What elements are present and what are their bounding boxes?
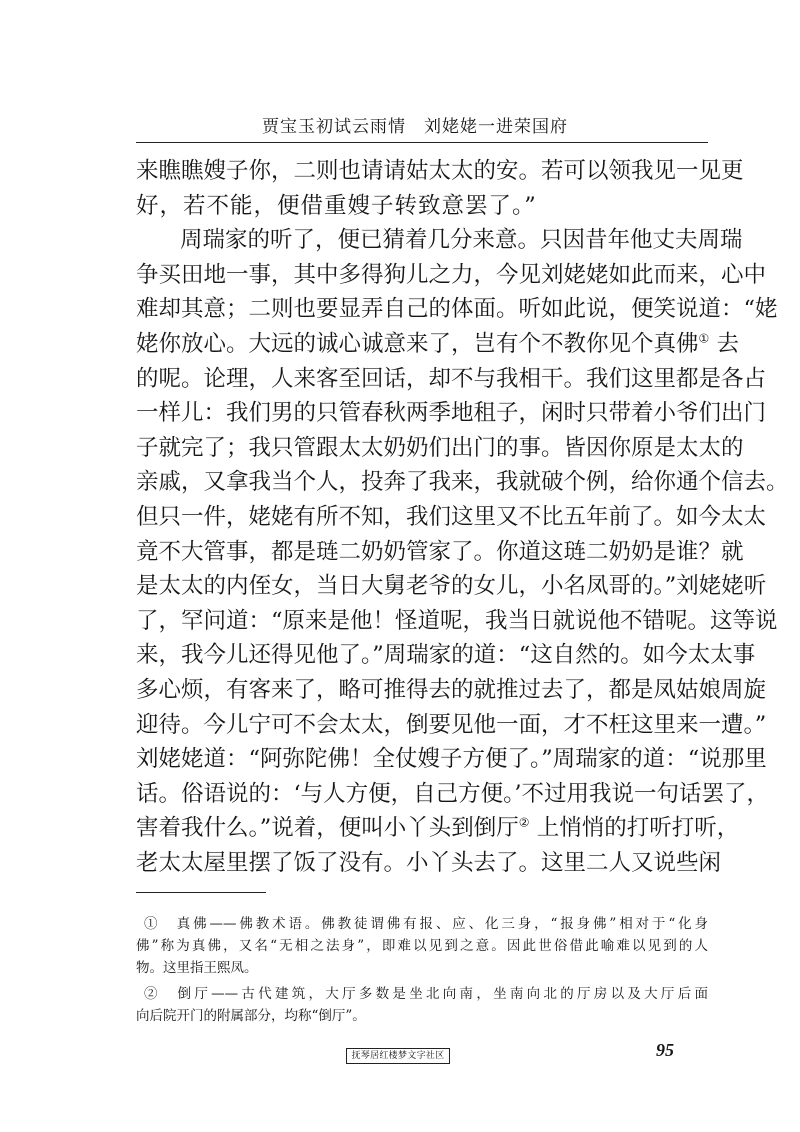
footnote-line: 向后院开门的附属部分，均称“倒厅”。: [136, 1008, 366, 1024]
footnote-1: [136, 913, 708, 979]
body-line: 子就完了；我只管跟太太奶奶们出门的事。皆因你原是太太的: [136, 434, 744, 461]
body-line: 一样儿：我们男的只管春秋两季地租子，闲时只带着小爷们出门: [136, 400, 767, 427]
footnote-2: [136, 983, 708, 1027]
body-line: 的呢。论理，人来客至回话，却不与我相干。我们这里都是各占: [136, 365, 767, 392]
body-line: 但只一件，姥姥有所不知，我们这里又不比五年前了。如今太太: [136, 503, 767, 530]
footnote-marker[interactable]: ①: [698, 331, 710, 346]
footnotes: [136, 913, 708, 1027]
body-line: 了，罕问道：“原来是他！怪道呢，我当日就说他不错呢。这等说: [136, 607, 778, 634]
body-line: 迎待。今儿宁可不会太太，倒要见他一面，才不枉这里来一遭。”: [136, 711, 767, 738]
body-line-segment: 害着我什么。”说着，便叫小丫头到倒厅: [136, 815, 519, 842]
footnote-line: 物。这里指王熙凤。: [136, 960, 258, 976]
body-line: 竟不大管事，都是琏二奶奶管家了。你道这琏二奶奶是谁？就: [136, 538, 744, 565]
body-line: 难却其意；二则也要显弄自己的体面。听如此说，便笑说道：“姥: [136, 296, 778, 323]
body-line-segment: 去: [716, 330, 739, 357]
watermark-stamp: 抚琴居红楼梦文字社区: [346, 1048, 450, 1064]
body-line: 是太太的内侄女，当日大舅老爷的女儿，小名凤哥的。”刘姥姥听: [136, 573, 767, 600]
body-line: 话。俗语说的：‘与人方便，自己方便。’不过用我说一句话罢了，: [136, 780, 770, 807]
body-line: 争买田地一事，其中多得狗儿之力，今见刘姥姥如此而来，心中: [136, 261, 767, 288]
body-line: 来瞧瞧嫂子你，二则也请请姑太太的安。若可以领我见一见更: [136, 158, 744, 184]
footnote-marker[interactable]: ②: [518, 815, 530, 830]
header-rule: [136, 142, 708, 143]
footnote-line: ① 真佛——佛教术语。佛教徒谓佛有报、应、化三身，“报身佛”相对于“化身: [144, 916, 708, 932]
body-line-with-footnote: [136, 811, 740, 846]
body-text: [136, 154, 789, 880]
page-number: 95: [656, 1040, 674, 1060]
body-line: 多心烦，有客来了，略可推得去的就推过去了，都是凤姑娘周旋: [136, 676, 767, 703]
body-line-segment: 姥你放心。大远的诚心诚意来了，岂有个不教你见个真佛: [136, 330, 699, 357]
footnote-line: ② 倒厅——古代建筑，大厅多数是坐北向南，坐南向北的厅房以及大厅后面: [144, 986, 708, 1002]
body-line-with-footnote: [136, 327, 739, 362]
body-line: 好，若不能，便借重嫂子转致意罢了。”: [136, 192, 537, 219]
footnote-rule: [136, 892, 266, 893]
footnote-line: 佛”称为真佛，又名“无相之法身”，即难以见到之意。因此世俗借此喻难以见到的人: [136, 938, 708, 954]
running-head: 贾宝玉初试云雨情 刘姥姥一进荣国府: [262, 117, 568, 137]
body-line: 亲戚，又拿我当个人，投奔了我来，我就破个例，给你通个信去。: [136, 469, 789, 496]
body-line: 老太太屋里摆了饭了没有。小丫头去了。这里二人又说些闲: [136, 849, 722, 876]
body-line: 来，我今儿还得见他了。”周瑞家的道：“这自然的。如今太太事: [136, 642, 756, 669]
body-line: 周瑞家的听了，便已猜着几分来意。只因昔年他丈夫周瑞: [180, 227, 743, 254]
body-line-segment: 上悄悄的打听打听，: [536, 815, 740, 842]
body-line: 刘姥姥道：“阿弥陀佛！全仗嫂子方便了。”周瑞家的道：“说那里: [136, 746, 767, 773]
